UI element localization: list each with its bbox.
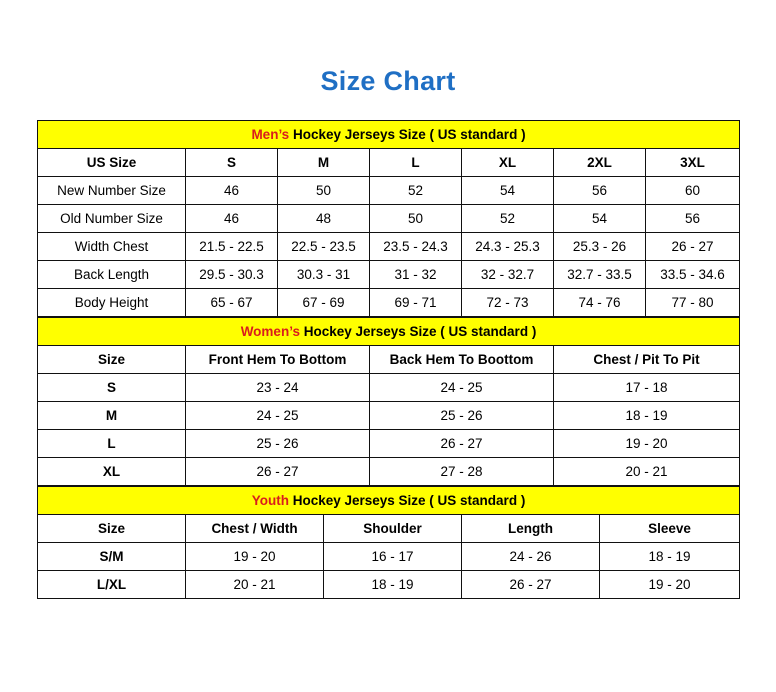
- youth-row-0-cell-3: 18 - 19: [600, 543, 740, 571]
- mens-row-4-label: Body Height: [38, 289, 186, 317]
- youth-row-1-label: L/XL: [38, 571, 186, 599]
- youth-col-3: Length: [462, 515, 600, 543]
- womens-row-1-cell-1: 25 - 26: [370, 402, 554, 430]
- womens-row-1-cell-2: 18 - 19: [554, 402, 740, 430]
- table-row: [38, 233, 740, 261]
- mens-col-0: US Size: [38, 149, 186, 177]
- mens-col-5: 2XL: [554, 149, 646, 177]
- mens-col-2: M: [278, 149, 370, 177]
- table-row: [38, 430, 740, 458]
- mens-row-3-cell-4: 32.7 - 33.5: [554, 261, 646, 289]
- womens-section-header: [38, 318, 740, 346]
- mens-row-2-cell-3: 24.3 - 25.3: [462, 233, 554, 261]
- mens-col-4: XL: [462, 149, 554, 177]
- youth-row-0-cell-1: 16 - 17: [324, 543, 462, 571]
- youth-row-0-cell-2: 24 - 26: [462, 543, 600, 571]
- womens-row-3-cell-0: 26 - 27: [186, 458, 370, 486]
- mens-section-header-rest: Hockey Jerseys Size ( US standard ): [289, 127, 526, 142]
- womens-size-table: [37, 317, 740, 486]
- mens-row-2-cell-4: 25.3 - 26: [554, 233, 646, 261]
- youth-row-1-cell-2: 26 - 27: [462, 571, 600, 599]
- mens-row-4-cell-3: 72 - 73: [462, 289, 554, 317]
- womens-section-header-rest: Hockey Jerseys Size ( US standard ): [299, 324, 537, 339]
- youth-row-1-cell-0: 20 - 21: [186, 571, 324, 599]
- womens-row-0-cell-2: 17 - 18: [554, 374, 740, 402]
- mens-row-0-cell-4: 56: [554, 177, 646, 205]
- mens-row-3-cell-5: 33.5 - 34.6: [646, 261, 740, 289]
- mens-size-table: [37, 120, 740, 317]
- mens-col-6: 3XL: [646, 149, 740, 177]
- womens-col-1: Front Hem To Bottom: [186, 346, 370, 374]
- youth-row-0-cell-0: 19 - 20: [186, 543, 324, 571]
- youth-size-table: [37, 486, 740, 599]
- mens-col-1: S: [186, 149, 278, 177]
- mens-row-4-cell-4: 74 - 76: [554, 289, 646, 317]
- mens-row-4-cell-2: 69 - 71: [370, 289, 462, 317]
- womens-col-2: Back Hem To Boottom: [370, 346, 554, 374]
- womens-row-1-cell-0: 24 - 25: [186, 402, 370, 430]
- mens-row-1-cell-0: 46: [186, 205, 278, 233]
- youth-col-0: Size: [38, 515, 186, 543]
- mens-row-0-cell-5: 60: [646, 177, 740, 205]
- youth-row-0-label: S/M: [38, 543, 186, 571]
- mens-row-4-cell-5: 77 - 80: [646, 289, 740, 317]
- mens-row-0-cell-0: 46: [186, 177, 278, 205]
- table-row: [38, 289, 740, 317]
- table-row: [38, 571, 740, 599]
- womens-row-3-label: XL: [38, 458, 186, 486]
- youth-section-header: [38, 487, 740, 515]
- youth-row-1-cell-1: 18 - 19: [324, 571, 462, 599]
- mens-row-3-cell-1: 30.3 - 31: [278, 261, 370, 289]
- youth-section-header-rest: Hockey Jerseys Size ( US standard ): [288, 493, 526, 508]
- womens-row-1-label: M: [38, 402, 186, 430]
- womens-section-header-accent: Women’s: [240, 324, 300, 339]
- table-section-header-row: [38, 487, 740, 515]
- mens-row-0-cell-2: 52: [370, 177, 462, 205]
- mens-row-1-cell-1: 48: [278, 205, 370, 233]
- mens-row-3-cell-3: 32 - 32.7: [462, 261, 554, 289]
- womens-col-3: Chest / Pit To Pit: [554, 346, 740, 374]
- mens-col-3: L: [370, 149, 462, 177]
- table-row: [38, 205, 740, 233]
- youth-section-header-accent: Youth: [251, 493, 289, 508]
- womens-row-2-cell-1: 26 - 27: [370, 430, 554, 458]
- table-row: [38, 543, 740, 571]
- mens-row-2-cell-0: 21.5 - 22.5: [186, 233, 278, 261]
- mens-row-4-cell-1: 67 - 69: [278, 289, 370, 317]
- table-section-header-row: [38, 318, 740, 346]
- mens-row-3-cell-0: 29.5 - 30.3: [186, 261, 278, 289]
- womens-row-2-cell-0: 25 - 26: [186, 430, 370, 458]
- mens-row-2-cell-2: 23.5 - 24.3: [370, 233, 462, 261]
- womens-row-2-label: L: [38, 430, 186, 458]
- page-title: Size Chart: [320, 66, 456, 96]
- table-row: [38, 177, 740, 205]
- mens-row-2-label: Width Chest: [38, 233, 186, 261]
- mens-section-header: [38, 121, 740, 149]
- womens-row-0-cell-1: 24 - 25: [370, 374, 554, 402]
- mens-row-1-label: Old Number Size: [38, 205, 186, 233]
- womens-row-3-cell-1: 27 - 28: [370, 458, 554, 486]
- mens-row-0-cell-1: 50: [278, 177, 370, 205]
- womens-row-0-cell-0: 23 - 24: [186, 374, 370, 402]
- table-row: [38, 261, 740, 289]
- table-row: [38, 402, 740, 430]
- mens-section-header-accent: Men’s: [251, 127, 290, 142]
- mens-row-3-cell-2: 31 - 32: [370, 261, 462, 289]
- mens-row-4-cell-0: 65 - 67: [186, 289, 278, 317]
- table-row: [38, 458, 740, 486]
- mens-row-1-cell-5: 56: [646, 205, 740, 233]
- womens-row-2-cell-2: 19 - 20: [554, 430, 740, 458]
- table-header-row: [38, 515, 740, 543]
- mens-row-1-cell-3: 52: [462, 205, 554, 233]
- table-row: [38, 374, 740, 402]
- youth-col-2: Shoulder: [324, 515, 462, 543]
- mens-row-3-label: Back Length: [38, 261, 186, 289]
- womens-row-0-label: S: [38, 374, 186, 402]
- table-header-row: [38, 346, 740, 374]
- youth-row-1-cell-3: 19 - 20: [600, 571, 740, 599]
- table-header-row: [38, 149, 740, 177]
- womens-row-3-cell-2: 20 - 21: [554, 458, 740, 486]
- youth-col-4: Sleeve: [600, 515, 740, 543]
- womens-col-0: Size: [38, 346, 186, 374]
- mens-row-2-cell-5: 26 - 27: [646, 233, 740, 261]
- mens-row-0-cell-3: 54: [462, 177, 554, 205]
- table-section-header-row: [38, 121, 740, 149]
- youth-col-1: Chest / Width: [186, 515, 324, 543]
- mens-row-0-label: New Number Size: [38, 177, 186, 205]
- mens-row-1-cell-4: 54: [554, 205, 646, 233]
- size-chart-tables: [37, 120, 739, 599]
- mens-row-2-cell-1: 22.5 - 23.5: [278, 233, 370, 261]
- mens-row-1-cell-2: 50: [370, 205, 462, 233]
